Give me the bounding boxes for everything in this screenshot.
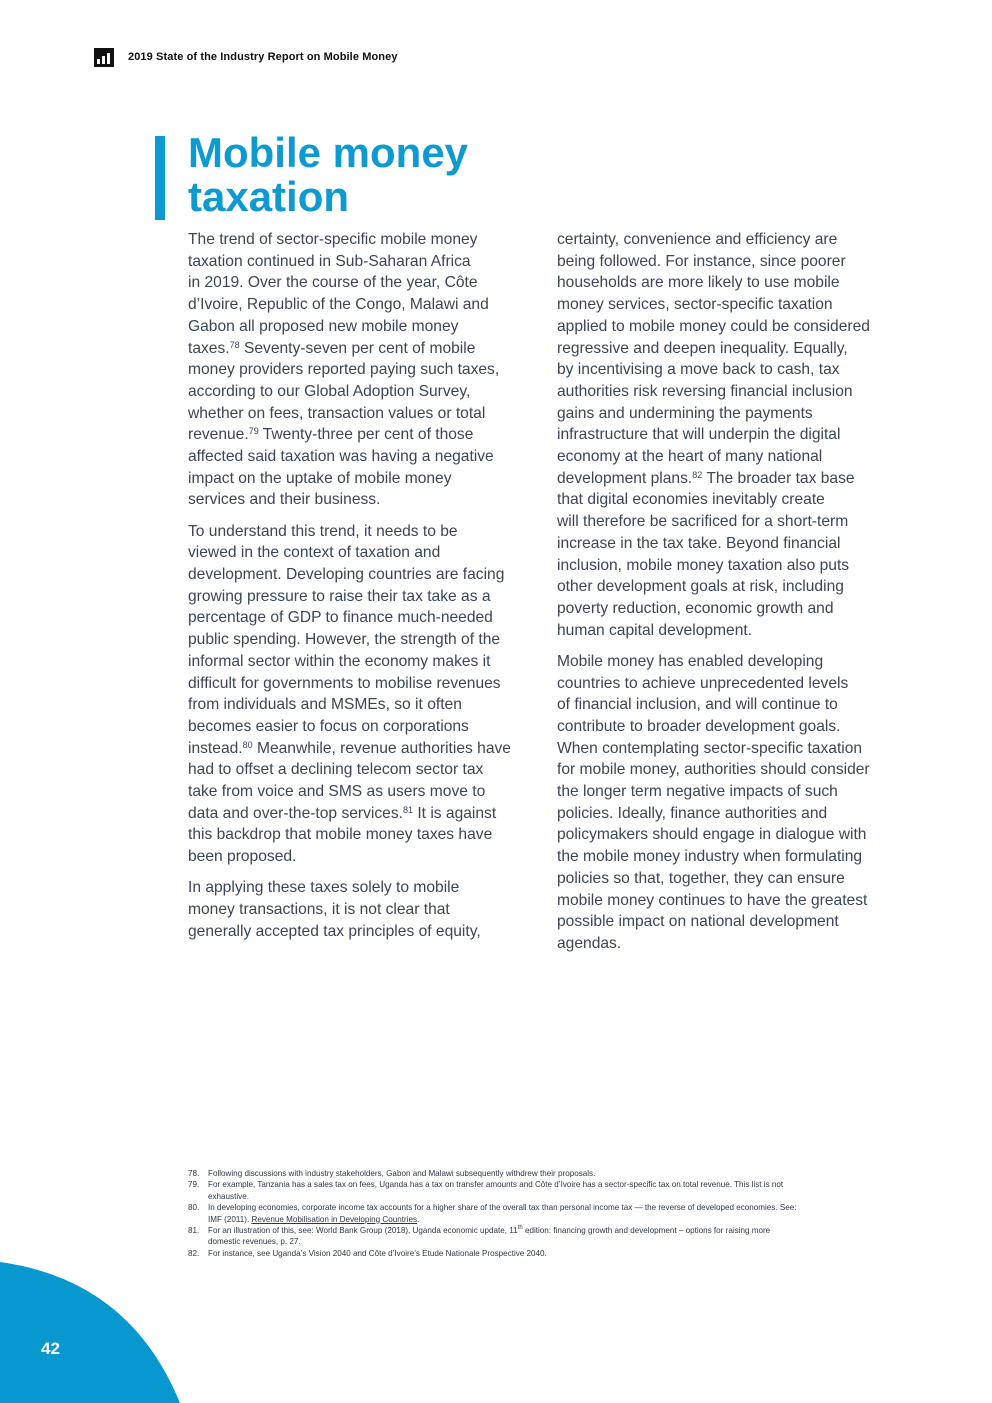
footnote-number: 81.	[188, 1226, 200, 1236]
paragraph	[557, 651, 897, 955]
text-fragment: edition: financing growth and development – options for raising more	[522, 1226, 771, 1236]
text-line: d’Ivoire, Republic of the Congo, Malawi and	[188, 296, 489, 314]
text-line: applied to mobile money could be considered	[557, 317, 870, 335]
footnote-line	[208, 1214, 898, 1225]
text-line	[557, 468, 897, 490]
left-column	[188, 229, 533, 952]
text-line: the mobile money industry when formulating	[557, 848, 863, 866]
text-line: agendas.	[557, 935, 622, 952]
text-fragment: Meanwhile, revenue authorities have	[252, 739, 511, 757]
text-line	[188, 738, 533, 760]
footnote-78	[188, 1168, 898, 1179]
text-line: When contemplating sector-specific taxation	[557, 739, 863, 757]
text-line: the longer term negative impacts of such	[557, 783, 838, 801]
text-fragment: taxes.	[188, 339, 230, 357]
text-fragment: instead.	[188, 739, 243, 757]
superscript: th	[517, 1225, 523, 1232]
header-title: 2019 State of the Industry Report on Mobile Money	[128, 51, 398, 63]
text-line	[188, 803, 533, 825]
page-number: 42	[41, 1339, 60, 1358]
text-line: public spending. However, the strength of the	[188, 631, 501, 649]
text-fragment: IMF (2011).	[208, 1214, 252, 1224]
footnote-number: 82.	[188, 1248, 200, 1258]
text-fragment: data and over-the-top services.	[188, 804, 403, 822]
text-line	[188, 424, 533, 446]
text-line: percentage of GDP to finance much-needed	[188, 609, 493, 627]
footnote-text	[208, 1202, 898, 1225]
text-line: gains and undermining the payments	[557, 404, 813, 422]
text-line: regressive and deepen inequality. Equally,	[557, 339, 848, 357]
text-line: generally accepted tax principles of equity,	[188, 922, 481, 940]
text-fragment: For an illustration of this, see: World Bank Group (2018), Uganda economic update, 11	[208, 1226, 518, 1236]
text-line: possible impact on national development	[557, 913, 839, 931]
text-line: viewed in the context of taxation and	[188, 544, 441, 562]
text-line: that digital economies inevitably create	[557, 491, 825, 509]
paragraph	[557, 229, 897, 641]
text-line: In applying these taxes solely to mobile	[188, 879, 460, 897]
text-fragment: development plans.	[557, 469, 693, 487]
footnote-line: exhaustive.	[208, 1191, 249, 1201]
footnote-line: For example, Tanzania has a sales tax on fees, Uganda has a tax on transfer amounts and Côte d’Ivoire has a sector-specific tax on total revenue. This list is not	[208, 1180, 784, 1190]
text-fragment: Seventy-seven per cent of mobile	[239, 339, 476, 357]
text-line: increase in the tax take. Beyond financial	[557, 534, 841, 552]
text-fragment: It is against	[412, 804, 497, 822]
text-fragment: revenue.	[188, 426, 249, 444]
title-line-2: taxation	[188, 173, 350, 220]
footnote-81	[188, 1225, 898, 1248]
right-column	[557, 229, 897, 964]
text-line: money transactions, it is not clear that	[188, 901, 450, 919]
footnote-ref-82[interactable]: 82	[692, 469, 703, 480]
footnote-number: 80.	[188, 1203, 200, 1213]
footnote-80	[188, 1202, 898, 1225]
footnote-number: 78.	[188, 1169, 200, 1178]
text-line: becomes easier to focus on corporations	[188, 717, 469, 735]
text-line: in 2019. Over the course of the year, Côte	[188, 274, 478, 292]
footnote-ref-80[interactable]: 80	[242, 739, 253, 750]
footnote-text	[208, 1179, 898, 1202]
text-line: economy at the heart of many national	[557, 448, 823, 466]
text-line: Mobile money has enabled developing	[557, 652, 824, 670]
footnote-ref-81[interactable]: 81	[402, 804, 413, 815]
footnote-line: In developing economies, corporate income tax accounts for a higher share of the overall tax than personal income tax — the reverse of developed economies. See:	[208, 1203, 797, 1213]
text-line: had to offset a declining telecom sector tax	[188, 761, 484, 779]
text-line: authorities risk reversing financial inclusion	[557, 382, 853, 400]
text-line: The trend of sector-specific mobile money	[188, 231, 478, 248]
text-line: of financial inclusion, and will continue to	[557, 696, 838, 714]
text-line: policies. Ideally, finance authorities and	[557, 804, 828, 822]
paragraph	[188, 521, 533, 868]
text-line: difficult for governments to mobilise revenues	[188, 674, 501, 692]
text-line: contribute to broader development goals.	[557, 717, 841, 735]
text-line: for mobile money, authorities should consider	[557, 761, 870, 779]
text-line: affected said taxation was having a negative	[188, 448, 494, 466]
text-line: informal sector within the economy makes it	[188, 652, 491, 670]
text-fragment: The broader tax base	[702, 469, 855, 487]
footnote-text: For instance, see Uganda’s Vision 2040 and Côte d’Ivoire’s Etude Nationale Prospective 2040.	[208, 1248, 547, 1258]
page-header	[94, 47, 398, 67]
page-title	[188, 131, 548, 219]
page-corner-shape	[0, 1262, 200, 1403]
text-line: impact on the uptake of mobile money	[188, 469, 452, 487]
footnotes	[188, 1168, 898, 1259]
footnote-line	[208, 1225, 898, 1236]
text-line: countries to achieve unprecedented levels	[557, 674, 849, 692]
text-fragment: .	[417, 1214, 420, 1224]
text-line: policies so that, together, they can ensure	[557, 869, 845, 887]
text-fragment: Twenty-three per cent of those	[258, 426, 474, 444]
text-line: by incentivising a move back to cash, tax	[557, 361, 840, 379]
text-line: infrastructure that will underpin the digital	[557, 426, 841, 444]
text-line: been proposed.	[188, 848, 297, 866]
text-line: money services, sector-specific taxation	[557, 296, 833, 314]
text-line: this backdrop that mobile money taxes have	[188, 826, 493, 844]
footnote-number: 79.	[188, 1180, 200, 1190]
text-line: poverty reduction, economic growth and	[557, 599, 834, 617]
footnote-79	[188, 1179, 898, 1202]
text-line	[188, 338, 533, 360]
footnote-ref-78[interactable]: 78	[229, 339, 240, 350]
text-line: taxation continued in Sub-Saharan Africa	[188, 252, 471, 270]
text-line: growing pressure to raise their tax take as a	[188, 587, 491, 605]
text-line: inclusion, mobile money taxation also puts	[557, 556, 850, 574]
text-line: whether on fees, transaction values or total	[188, 404, 486, 422]
text-line: certainty, convenience and efficiency are	[557, 231, 838, 248]
footnote-text	[208, 1225, 898, 1248]
text-line: services and their business.	[188, 491, 381, 509]
paragraph	[188, 877, 533, 942]
text-line: Gabon all proposed new mobile money	[188, 317, 459, 335]
text-line: policymakers should engage in dialogue with	[557, 826, 867, 844]
text-line: households are more likely to use mobile	[557, 274, 840, 292]
text-line: according to our Global Adoption Survey,	[188, 382, 471, 400]
text-line: human capital development.	[557, 621, 753, 639]
text-line: development. Developing countries are facing	[188, 566, 505, 584]
paragraph	[188, 229, 533, 511]
title-line-1: Mobile money	[188, 129, 469, 176]
text-line: To understand this trend, it needs to be	[188, 522, 458, 540]
footnote-82	[188, 1248, 898, 1259]
text-line: will therefore be sacrificed for a short-term	[557, 513, 849, 531]
footnote-link[interactable]: Revenue Mobilisation in Developing Countries	[251, 1214, 418, 1224]
text-line: take from voice and SMS as users move to	[188, 783, 486, 801]
footnote-ref-79[interactable]: 79	[248, 426, 259, 437]
title-accent-bar	[155, 136, 165, 220]
text-line: other development goals at risk, including	[557, 578, 844, 596]
footnote-text: Following discussions with industry stakeholders, Gabon and Malawi subsequently withdrew their proposals.	[208, 1169, 596, 1178]
footnote-line: domestic revenues, p. 27.	[208, 1237, 301, 1247]
text-line: mobile money continues to have the greatest	[557, 891, 868, 909]
report-logo-icon	[94, 48, 114, 67]
text-line: being followed. For instance, since poorer	[557, 252, 846, 270]
text-line: from individuals and MSMEs, so it often	[188, 696, 462, 714]
text-line: money providers reported paying such taxes,	[188, 361, 500, 379]
